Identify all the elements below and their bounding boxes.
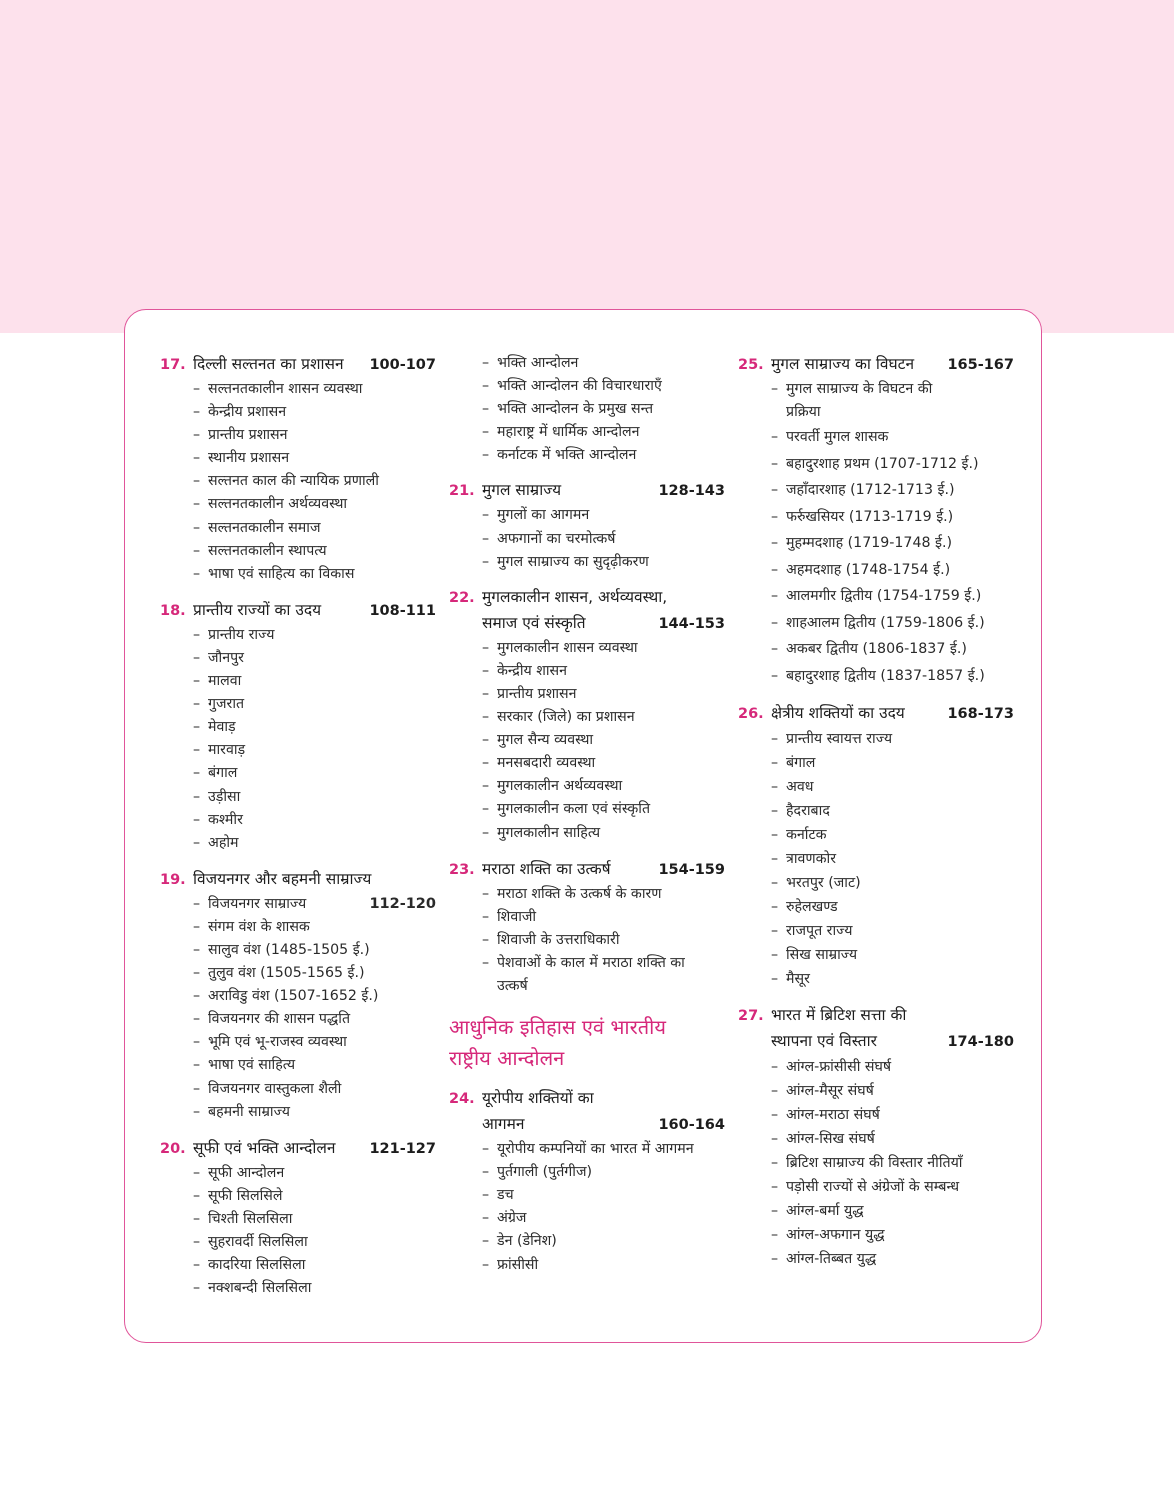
topic-item: – रुहेलखण्ड	[738, 895, 1014, 919]
column-1	[160, 352, 436, 1300]
chapter-title: मुगल साम्राज्य का विघटन	[771, 355, 915, 373]
topic-item: – भूमि एवं भू-राजस्व व्यवस्था	[160, 1031, 436, 1054]
topic-item: – आंग्ल-सिख संघर्ष	[738, 1127, 1014, 1151]
chapter-number: 22.	[449, 589, 475, 606]
chapter-title: आगमन	[482, 1115, 525, 1134]
chapter-pages: 112-120	[369, 895, 436, 912]
chapter-title: क्षेत्रीय शक्तियों का उदय	[771, 704, 905, 723]
chapter-pages: 168-173	[947, 706, 1014, 723]
topic-item: – मुहम्मदशाह (1719-1748 ई.)	[738, 530, 1014, 557]
chapter-number: 21.	[449, 483, 475, 500]
chapter-27[interactable]	[738, 1003, 1014, 1271]
topic-list	[160, 893, 436, 1124]
topic-item: – परवर्ती मुगल शासक	[738, 424, 1014, 451]
header-pink-band	[0, 0, 1174, 333]
topic-item: – बहादुरशाह द्वितीय (1837-1857 ई.)	[738, 663, 1014, 690]
topic-item: – मुगलकालीन शासन व्यवस्था	[449, 637, 725, 660]
topic-item: – अकबर द्वितीय (1806-1837 ई.)	[738, 636, 1014, 663]
chapter-title: स्थापना एवं विस्तार	[771, 1032, 877, 1051]
chapter-heading	[738, 352, 1014, 378]
topic-item: – आंग्ल-फ्रांसीसी संघर्ष	[738, 1055, 1014, 1079]
topic-item: – आंग्ल-बर्मा युद्ध	[738, 1199, 1014, 1223]
chapter-pages: 154-159	[658, 861, 725, 878]
topic-list	[449, 1138, 725, 1277]
topic-item: – नक्शबन्दी सिलसिला	[160, 1277, 436, 1300]
chapter-title: मुगलकालीन शासन, अर्थव्यवस्था,	[482, 587, 668, 606]
topic-item	[160, 893, 436, 916]
topic-item: – मुगलकालीन कला एवं संस्कृति	[449, 798, 725, 821]
topic-list	[160, 1162, 436, 1301]
topic-item: – बहादुरशाह प्रथम (1707-1712 ई.)	[738, 451, 1014, 478]
chapter-18[interactable]	[160, 598, 436, 855]
chapter-number: 26.	[738, 706, 764, 723]
topic-list	[160, 624, 436, 855]
topic-item: – अराविडु वंश (1507-1652 ई.)	[160, 985, 436, 1008]
topic-list	[449, 883, 725, 998]
topic-item: – सल्तनतकालीन स्थापत्य	[160, 540, 436, 563]
topic-item: – कर्नाटक में भक्ति आन्दोलन	[449, 444, 725, 467]
topic-item: – फर्रुखसियर (1713-1719 ई.)	[738, 504, 1014, 531]
topic-item: – आंग्ल-मैसूर संघर्ष	[738, 1079, 1014, 1103]
topic-item: – मुगल सैन्य व्यवस्था	[449, 729, 725, 752]
chapter-pages: 174-180	[947, 1034, 1014, 1051]
chapter-title: भारत में ब्रिटिश सत्ता की	[771, 1006, 907, 1025]
topic-list	[449, 352, 725, 467]
chapter-24[interactable]	[449, 1086, 725, 1277]
topic-item: – भरतपुर (जाट)	[738, 871, 1014, 895]
topic-item: – सूफी आन्दोलन	[160, 1162, 436, 1185]
topic-item: – सल्तनतकालीन अर्थव्यवस्था	[160, 493, 436, 516]
chapter-number: 17.	[160, 357, 186, 373]
topic-item: – मनसबदारी व्यवस्था	[449, 752, 725, 775]
section-heading-line2: राष्ट्रीय आन्दोलन	[449, 1046, 565, 1071]
topic-item: – भाषा एवं साहित्य	[160, 1054, 436, 1077]
topic-item: – सुहरावर्दी सिलसिला	[160, 1231, 436, 1254]
topic-item: – त्रावणकोर	[738, 847, 1014, 871]
chapter-number: 18.	[160, 602, 186, 619]
topic-item: – भाषा एवं साहित्य का विकास	[160, 563, 436, 586]
chapter-pages: 128-143	[658, 483, 725, 500]
chapter-number: 23.	[449, 861, 475, 878]
topic-text: विजयनगर साम्राज्य	[208, 895, 307, 912]
topic-list	[160, 378, 436, 586]
topic-item: – विजयनगर वास्तुकला शैली	[160, 1078, 436, 1101]
topic-item: – डेन (डेनिश)	[449, 1230, 725, 1253]
column-3	[738, 352, 1014, 1271]
topic-item: – आंग्ल-तिब्बत युद्ध	[738, 1247, 1014, 1271]
topic-item: – अफगानों का चरमोत्कर्ष	[449, 528, 725, 551]
chapter-title: सूफी एवं भक्ति आन्दोलन	[193, 1138, 336, 1157]
chapter-20[interactable]	[160, 1136, 436, 1301]
chapter-21[interactable]	[449, 478, 725, 573]
topic-item: – गुजरात	[160, 693, 436, 716]
chapter-heading	[160, 598, 436, 624]
column-2	[449, 352, 725, 1277]
section-heading-line1: आधुनिक इतिहास एवं भारतीय	[449, 1015, 666, 1040]
topic-list	[449, 637, 725, 845]
chapter-heading	[449, 1086, 725, 1112]
topic-item: – मुगलकालीन अर्थव्यवस्था	[449, 775, 725, 798]
topic-item: – मालवा	[160, 670, 436, 693]
chapter-number: 24.	[449, 1091, 475, 1108]
topic-item: – सालुव वंश (1485-1505 ई.)	[160, 939, 436, 962]
chapter-pages: 100-107	[369, 357, 436, 373]
topic-item: – मुगल साम्राज्य का सुदृढ़ीकरण	[449, 551, 725, 574]
chapter-pages: 165-167	[947, 357, 1014, 373]
topic-item: – आंग्ल-मराठा संघर्ष	[738, 1103, 1014, 1127]
topic-item: – मुगलों का आगमन	[449, 504, 725, 527]
topic-item: – शाहआलम द्वितीय (1759-1806 ई.)	[738, 610, 1014, 637]
section-heading	[449, 1012, 725, 1074]
topic-item: – हैदराबाद	[738, 799, 1014, 823]
topic-list	[738, 727, 1014, 991]
chapter-heading	[160, 352, 436, 378]
topic-item: – सल्तनत काल की न्यायिक प्रणाली	[160, 470, 436, 493]
topic-item: – मुगल साम्राज्य के विघटन की प्रक्रिया	[738, 378, 1014, 424]
topic-item: – सरकार (जिले) का प्रशासन	[449, 706, 725, 729]
chapter-heading	[449, 857, 725, 883]
topic-item: – डच	[449, 1184, 725, 1207]
topic-item: – यूरोपीय कम्पनियों का भारत में आगमन	[449, 1138, 725, 1161]
chapter-heading-line2	[738, 1029, 1014, 1055]
topic-item: – मारवाड़	[160, 739, 436, 762]
topic-item: – भक्ति आन्दोलन के प्रमुख सन्त	[449, 398, 725, 421]
topic-item: – केन्द्रीय शासन	[449, 660, 725, 683]
chapter-number: 19.	[160, 871, 186, 888]
chapter-23[interactable]	[449, 857, 725, 998]
topic-item: – कर्नाटक	[738, 823, 1014, 847]
topic-item: – शिवाजी	[449, 906, 725, 929]
chapter-number: 25.	[738, 357, 764, 373]
topic-item: – बंगाल	[160, 762, 436, 785]
topic-item: – शिवाजी के उत्तराधिकारी	[449, 929, 725, 952]
chapter-title: समाज एवं संस्कृति	[482, 613, 586, 632]
chapter-19[interactable]	[160, 867, 436, 1124]
chapter-pages: 160-164	[658, 1117, 725, 1134]
topic-item: – अंग्रेज	[449, 1207, 725, 1230]
chapter-title: यूरोपीय शक्तियों का	[482, 1089, 594, 1108]
chapter-pages: 121-127	[369, 1140, 436, 1157]
chapter-title: विजयनगर और बहमनी साम्राज्य	[193, 869, 372, 888]
topic-item: – अहमदशाह (1748-1754 ई.)	[738, 557, 1014, 584]
topic-item: – महाराष्ट्र में धार्मिक आन्दोलन	[449, 421, 725, 444]
chapter-heading	[738, 1003, 1014, 1029]
chapter-number: 27.	[738, 1008, 764, 1025]
chapter-22[interactable]	[449, 585, 725, 845]
topic-item: – चिश्ती सिलसिला	[160, 1208, 436, 1231]
topic-item: – मैसूर	[738, 967, 1014, 991]
chapter-title: मराठा शक्ति का उत्कर्ष	[482, 859, 611, 878]
topic-item: – पेशवाओं के काल में मराठा शक्ति का उत्कर्ष	[449, 952, 725, 998]
chapter-heading	[449, 478, 725, 504]
chapter-20-continued[interactable]	[449, 352, 725, 467]
chapter-25[interactable]	[738, 352, 1014, 689]
chapter-heading	[160, 1136, 436, 1162]
topic-item: – कादरिया सिलसिला	[160, 1254, 436, 1277]
chapter-title: मुगल साम्राज्य	[482, 481, 562, 500]
topic-item: – फ्रांसीसी	[449, 1254, 725, 1277]
topic-item: – केन्द्रीय प्रशासन	[160, 401, 436, 424]
topic-item: – भक्ति आन्दोलन की विचारधाराएँ	[449, 375, 725, 398]
topic-item: – तुलुव वंश (1505-1565 ई.)	[160, 962, 436, 985]
topic-item: – सल्तनतकालीन शासन व्यवस्था	[160, 378, 436, 401]
topic-item: – कश्मीर	[160, 809, 436, 832]
chapter-heading	[160, 867, 436, 893]
chapter-pages: 108-111	[369, 602, 436, 619]
topic-item: – आंग्ल-अफगान युद्ध	[738, 1223, 1014, 1247]
topic-item: – सूफी सिलसिले	[160, 1185, 436, 1208]
topic-item: – बहमनी साम्राज्य	[160, 1101, 436, 1124]
chapter-heading-line2	[449, 611, 725, 637]
chapter-26[interactable]	[738, 701, 1014, 991]
topic-item: – ब्रिटिश साम्राज्य की विस्तार नीतियाँ	[738, 1151, 1014, 1175]
chapter-number: 20.	[160, 1140, 186, 1157]
topic-item: – प्रान्तीय प्रशासन	[160, 424, 436, 447]
topic-list	[738, 378, 1014, 689]
topic-item: – स्थानीय प्रशासन	[160, 447, 436, 470]
topic-item: – पड़ोसी राज्यों से अंग्रेजों के सम्बन्ध	[738, 1175, 1014, 1199]
topic-item: – भक्ति आन्दोलन	[449, 352, 725, 375]
chapter-17[interactable]	[160, 352, 436, 586]
topic-list	[449, 504, 725, 573]
topic-item: – अवध	[738, 775, 1014, 799]
topic-item: – प्रान्तीय प्रशासन	[449, 683, 725, 706]
chapter-heading	[449, 585, 725, 611]
topic-item: – विजयनगर की शासन पद्धति	[160, 1008, 436, 1031]
topic-item: – सिख साम्राज्य	[738, 943, 1014, 967]
chapter-title: दिल्ली सल्तनत का प्रशासन	[193, 355, 344, 373]
topic-item: – पुर्तगाली (पुर्तगीज)	[449, 1161, 725, 1184]
topic-item: – प्रान्तीय स्वायत्त राज्य	[738, 727, 1014, 751]
chapter-pages: 144-153	[658, 615, 725, 632]
chapter-heading-line2	[449, 1112, 725, 1138]
topic-item: – अहोम	[160, 832, 436, 855]
topic-item: – आलमगीर द्वितीय (1754-1759 ई.)	[738, 583, 1014, 610]
topic-item: – उड़ीसा	[160, 786, 436, 809]
topic-item: – प्रान्तीय राज्य	[160, 624, 436, 647]
chapter-heading	[738, 701, 1014, 727]
topic-item: – मेवाड़	[160, 716, 436, 739]
topic-item: – मुगलकालीन साहित्य	[449, 822, 725, 845]
topic-item: – संगम वंश के शासक	[160, 916, 436, 939]
topic-item: – जौनपुर	[160, 647, 436, 670]
topic-item: – राजपूत राज्य	[738, 919, 1014, 943]
chapter-title: प्रान्तीय राज्यों का उदय	[193, 600, 322, 619]
topic-item: – मराठा शक्ति के उत्कर्ष के कारण	[449, 883, 725, 906]
topic-item: – बंगाल	[738, 751, 1014, 775]
topic-item: – सल्तनतकालीन समाज	[160, 517, 436, 540]
topic-item: – जहाँदारशाह (1712-1713 ई.)	[738, 477, 1014, 504]
topic-list	[738, 1055, 1014, 1271]
